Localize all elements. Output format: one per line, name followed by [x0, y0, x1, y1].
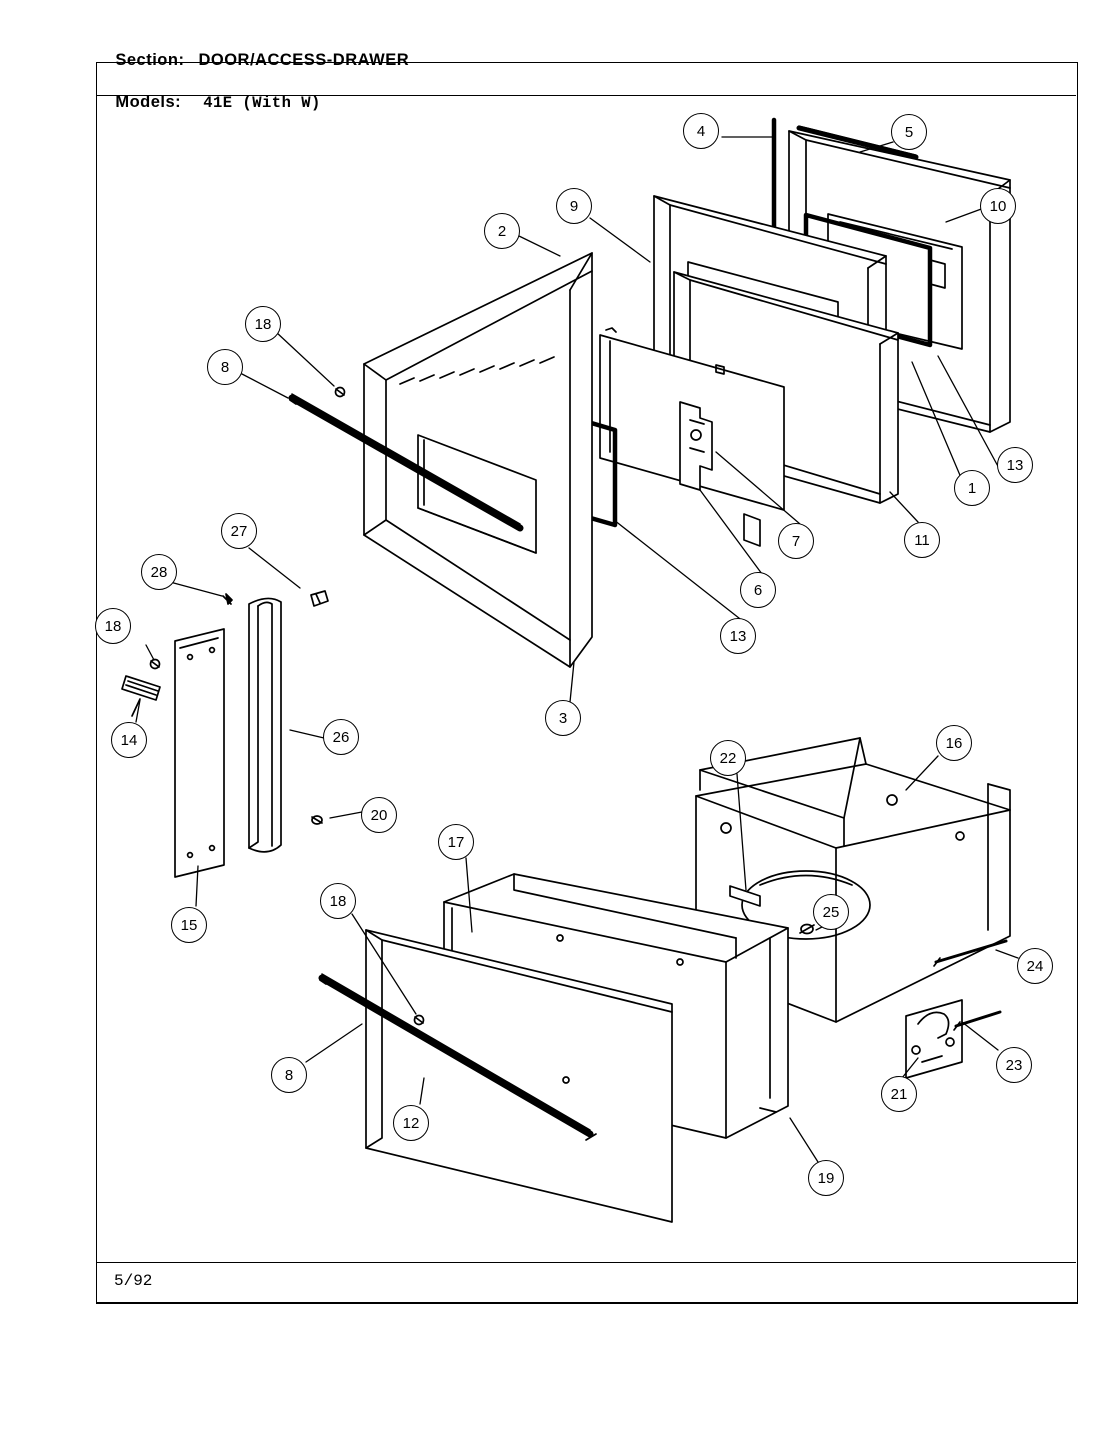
- callout-28: 28: [141, 554, 177, 590]
- callout-17: 17: [438, 824, 474, 860]
- callout-21: 21: [881, 1076, 917, 1112]
- callout-20: 20: [361, 797, 397, 833]
- callout-1: 1: [954, 470, 990, 506]
- callout-23: 23: [996, 1047, 1032, 1083]
- callout-18: 18: [95, 608, 131, 644]
- part-15-side-panel: [175, 629, 224, 877]
- callout-7: 7: [778, 523, 814, 559]
- callout-13: 13: [720, 618, 756, 654]
- callout-9: 9: [556, 188, 592, 224]
- callout-19: 19: [808, 1160, 844, 1196]
- callout-25: 25: [813, 894, 849, 930]
- part-20-screw: [312, 816, 322, 824]
- callout-26: 26: [323, 719, 359, 755]
- callout-3: 3: [545, 700, 581, 736]
- callout-11: 11: [904, 522, 940, 558]
- part-14-handle-stub: [122, 676, 160, 716]
- callout-18: 18: [245, 306, 281, 342]
- callout-24: 24: [1017, 948, 1053, 984]
- callout-6: 6: [740, 572, 776, 608]
- callout-16: 16: [936, 725, 972, 761]
- callout-10: 10: [980, 188, 1016, 224]
- callout-2: 2: [484, 213, 520, 249]
- callout-14: 14: [111, 722, 147, 758]
- models-value: 41E (With W): [203, 94, 321, 112]
- callout-8: 8: [207, 349, 243, 385]
- part-27-clip: [311, 591, 328, 606]
- part-26-side-trim: [249, 598, 281, 851]
- part-28-screw: [223, 594, 232, 604]
- part-21-latch-plate: [906, 1000, 962, 1078]
- callout-12: 12: [393, 1105, 429, 1141]
- callout-22: 22: [710, 740, 746, 776]
- callout-8: 8: [271, 1057, 307, 1093]
- callout-13: 13: [997, 447, 1033, 483]
- callout-4: 4: [683, 113, 719, 149]
- part-18-screw-upper: [336, 388, 345, 397]
- callout-27: 27: [221, 513, 257, 549]
- part-18-screw-left: [151, 660, 160, 669]
- callout-5: 5: [891, 114, 927, 150]
- callout-15: 15: [171, 907, 207, 943]
- section-label: Section:: [115, 51, 185, 69]
- callout-18: 18: [320, 883, 356, 919]
- models-label: Models:: [115, 93, 182, 111]
- section-value: DOOR/ACCESS-DRAWER: [198, 51, 410, 69]
- revision-date: 5/92: [114, 1272, 153, 1290]
